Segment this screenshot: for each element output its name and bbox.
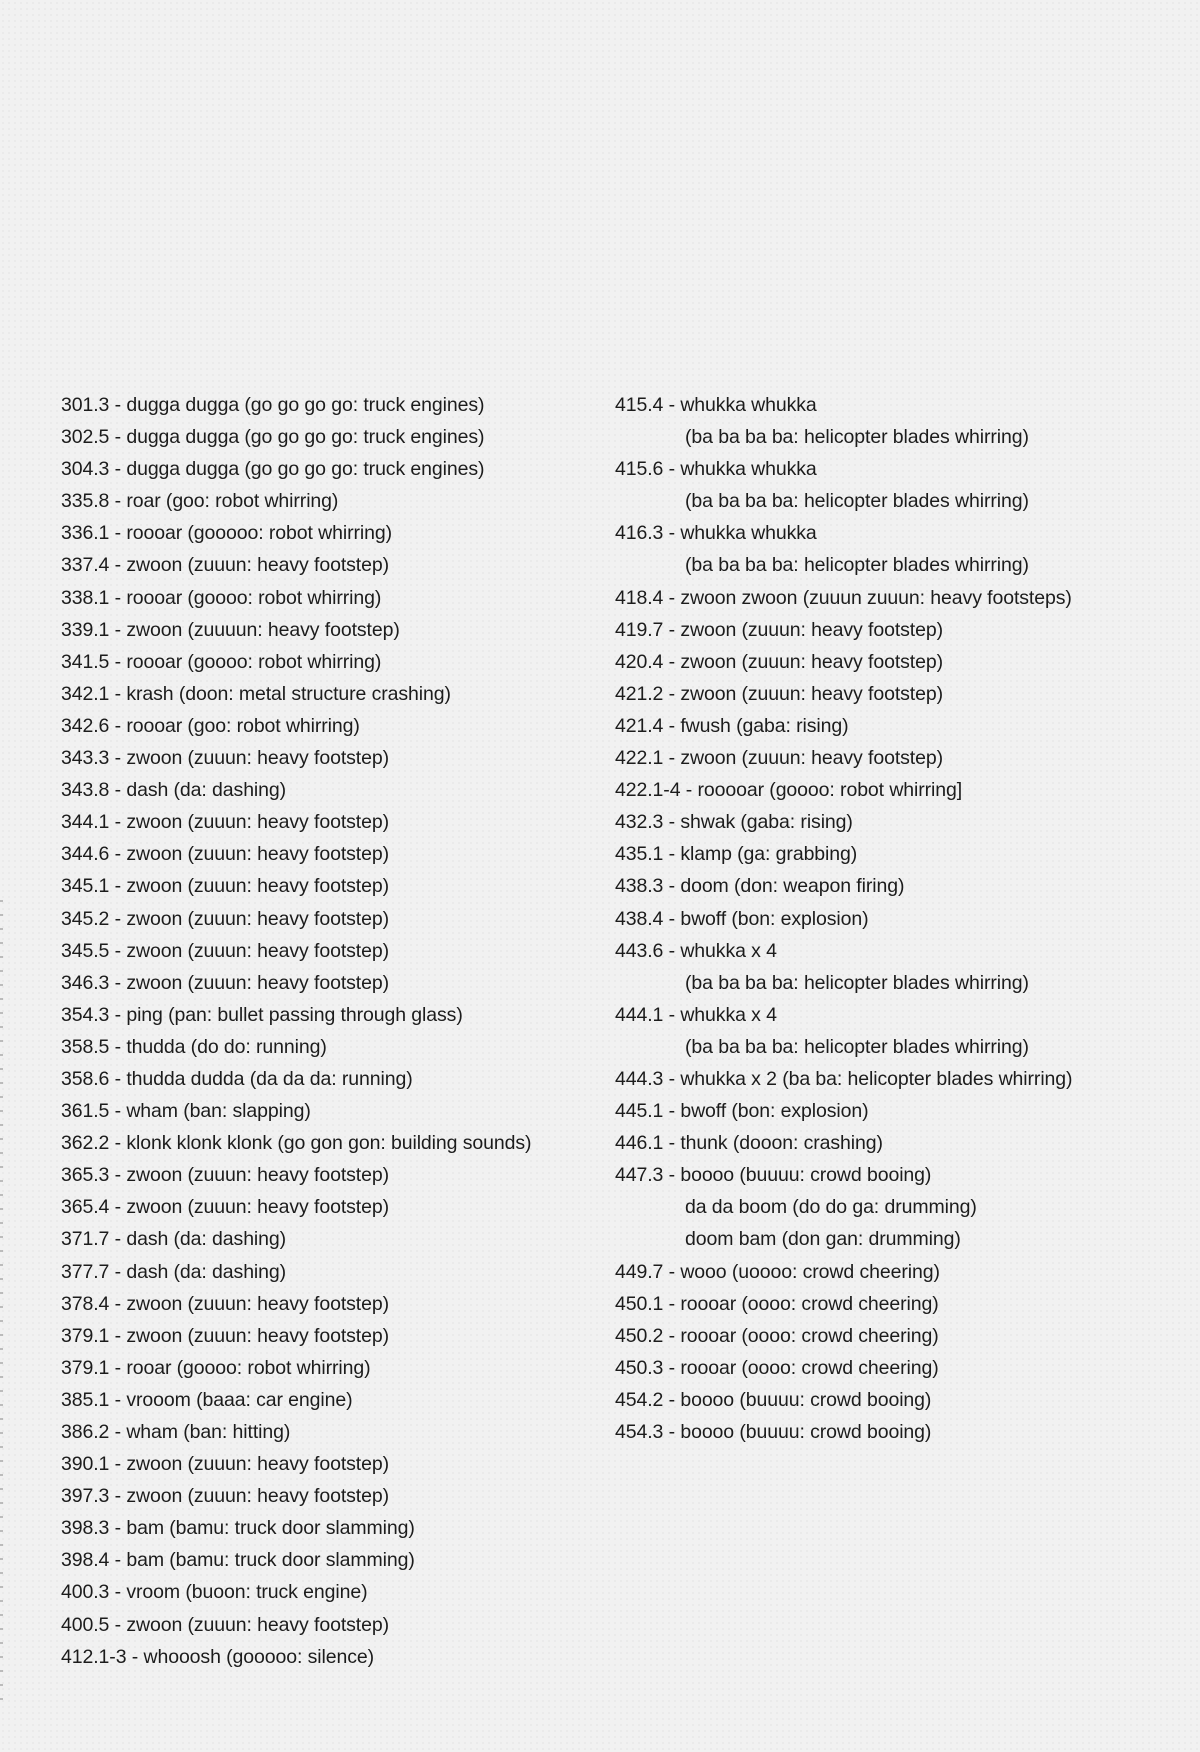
sfx-entry-continuation: (ba ba ba ba: helicopter blades whirring) <box>685 426 1029 449</box>
sfx-entry: 443.6 - whukka x 4 <box>615 939 777 962</box>
sfx-entry: 432.3 - shwak (gaba: rising) <box>615 811 853 834</box>
sfx-entry: 342.6 - roooar (goo: robot whirring) <box>61 714 360 737</box>
sfx-entry-continuation: (ba ba ba ba: helicopter blades whirring) <box>685 1035 1029 1058</box>
sfx-entry: 362.2 - klonk klonk klonk (go gon gon: building sounds) <box>61 1132 532 1155</box>
sfx-entry: 418.4 - zwoon zwoon (zuuun zuuun: heavy footsteps) <box>615 586 1072 609</box>
sfx-entry-continuation: doom bam (don gan: drumming) <box>685 1228 961 1251</box>
sfx-entry: 344.1 - zwoon (zuuun: heavy footstep) <box>61 811 390 834</box>
sfx-entry: 343.8 - dash (da: dashing) <box>61 779 287 802</box>
sfx-entry: 336.1 - roooar (gooooo: robot whirring) <box>61 522 393 545</box>
sfx-entry: 449.7 - wooo (uoooo: crowd cheering) <box>615 1260 940 1283</box>
sfx-entry: 345.5 - zwoon (zuuun: heavy footstep) <box>61 939 390 962</box>
sfx-entry: 335.8 - roar (goo: robot whirring) <box>61 490 339 513</box>
sfx-entry: 415.6 - whukka whukka <box>615 458 817 481</box>
sfx-entry: 445.1 - bwoff (bon: explosion) <box>615 1100 869 1123</box>
sfx-entry: 415.4 - whukka whukka <box>615 394 817 416</box>
sfx-entry: 358.5 - thudda (do do: running) <box>61 1035 327 1058</box>
sfx-entry: 444.1 - whukka x 4 <box>615 1003 777 1026</box>
sfx-entry: 354.3 - ping (pan: bullet passing through glass) <box>61 1003 463 1026</box>
sfx-entry: 339.1 - zwoon (zuuuun: heavy footstep) <box>61 618 400 641</box>
sfx-entry: 438.3 - doom (don: weapon firing) <box>615 875 905 898</box>
sfx-entry: 390.1 - zwoon (zuuun: heavy footstep) <box>61 1453 390 1476</box>
sfx-entry: 412.1-3 - whooosh (gooooo: silence) <box>61 1645 375 1668</box>
sfx-entry: 400.5 - zwoon (zuuun: heavy footstep) <box>61 1613 390 1636</box>
sfx-entry: 397.3 - zwoon (zuuun: heavy footstep) <box>61 1485 390 1508</box>
sfx-entry: 345.2 - zwoon (zuuun: heavy footstep) <box>61 907 390 930</box>
sfx-entry: 435.1 - klamp (ga: grabbing) <box>615 843 858 866</box>
sfx-entry: 343.3 - zwoon (zuuun: heavy footstep) <box>61 747 390 770</box>
sfx-entry: 385.1 - vrooom (baaa: car engine) <box>61 1388 353 1411</box>
sfx-entry: 344.6 - zwoon (zuuun: heavy footstep) <box>61 843 390 866</box>
sfx-entry: 450.1 - roooar (oooo: crowd cheering) <box>615 1292 939 1315</box>
sfx-entry: 420.4 - zwoon (zuuun: heavy footstep) <box>615 650 944 673</box>
right-column <box>615 389 1175 1448</box>
sfx-entry: 302.5 - dugga dugga (go go go go: truck engines) <box>61 426 485 449</box>
sfx-entry: 361.5 - wham (ban: slapping) <box>61 1100 311 1123</box>
sfx-entry: 422.1 - zwoon (zuuun: heavy footstep) <box>615 747 944 770</box>
sfx-entry: 398.4 - bam (bamu: truck door slamming) <box>61 1549 415 1572</box>
sfx-entry: 400.3 - vroom (buoon: truck engine) <box>61 1581 368 1604</box>
sfx-entry: 416.3 - whukka whukka <box>615 522 817 545</box>
sfx-entry: 358.6 - thudda dudda (da da da: running) <box>61 1067 413 1090</box>
sfx-entry: 379.1 - zwoon (zuuun: heavy footstep) <box>61 1324 390 1347</box>
sfx-entry: 419.7 - zwoon (zuuun: heavy footstep) <box>615 618 944 641</box>
binding-edge <box>0 900 3 1700</box>
sfx-entry: 345.1 - zwoon (zuuun: heavy footstep) <box>61 875 390 898</box>
sfx-entry: 421.2 - zwoon (zuuun: heavy footstep) <box>615 682 944 705</box>
sfx-entry: 454.3 - boooo (buuuu: crowd booing) <box>615 1421 932 1443</box>
sfx-entry: 337.4 - zwoon (zuuun: heavy footstep) <box>61 554 390 577</box>
sfx-entry-continuation: (ba ba ba ba: helicopter blades whirring) <box>685 554 1029 577</box>
sfx-entry: 346.3 - zwoon (zuuun: heavy footstep) <box>61 971 390 994</box>
sfx-entry: 398.3 - bam (bamu: truck door slamming) <box>61 1517 415 1540</box>
sfx-entry: 454.2 - boooo (buuuu: crowd booing) <box>615 1388 932 1411</box>
sfx-entry-continuation: da da boom (do do ga: drumming) <box>685 1196 977 1219</box>
sfx-entry: 341.5 - roooar (goooo: robot whirring) <box>61 650 382 673</box>
sfx-entry: 444.3 - whukka x 2 (ba ba: helicopter blades whirring) <box>615 1067 1073 1090</box>
sfx-entry: 301.3 - dugga dugga (go go go go: truck engines) <box>61 394 485 416</box>
sfx-entry: 446.1 - thunk (dooon: crashing) <box>615 1132 883 1155</box>
sfx-entry: 365.4 - zwoon (zuuun: heavy footstep) <box>61 1196 390 1219</box>
sfx-entry: 365.3 - zwoon (zuuun: heavy footstep) <box>61 1164 390 1187</box>
sfx-entry: 447.3 - boooo (buuuu: crowd booing) <box>615 1164 932 1187</box>
sfx-entry: 377.7 - dash (da: dashing) <box>61 1260 287 1283</box>
sfx-entry: 304.3 - dugga dugga (go go go go: truck engines) <box>61 458 485 481</box>
sfx-entry-continuation: (ba ba ba ba: helicopter blades whirring) <box>685 971 1029 994</box>
sfx-entry-continuation: (ba ba ba ba: helicopter blades whirring) <box>685 490 1029 513</box>
sfx-entry: 450.3 - roooar (oooo: crowd cheering) <box>615 1356 939 1379</box>
sfx-entry: 450.2 - roooar (oooo: crowd cheering) <box>615 1324 939 1347</box>
sfx-entry: 338.1 - roooar (goooo: robot whirring) <box>61 586 382 609</box>
sfx-entry: 371.7 - dash (da: dashing) <box>61 1228 287 1251</box>
sfx-entry: 438.4 - bwoff (bon: explosion) <box>615 907 869 930</box>
sfx-entry: 422.1-4 - rooooar (goooo: robot whirring] <box>615 779 963 802</box>
sfx-entry: 342.1 - krash (doon: metal structure crashing) <box>61 682 451 705</box>
sfx-entry: 386.2 - wham (ban: hitting) <box>61 1421 291 1443</box>
left-column <box>61 389 601 1673</box>
sfx-entry: 378.4 - zwoon (zuuun: heavy footstep) <box>61 1292 390 1315</box>
sfx-entry: 421.4 - fwush (gaba: rising) <box>615 714 849 737</box>
sfx-entry: 379.1 - rooar (goooo: robot whirring) <box>61 1356 371 1379</box>
